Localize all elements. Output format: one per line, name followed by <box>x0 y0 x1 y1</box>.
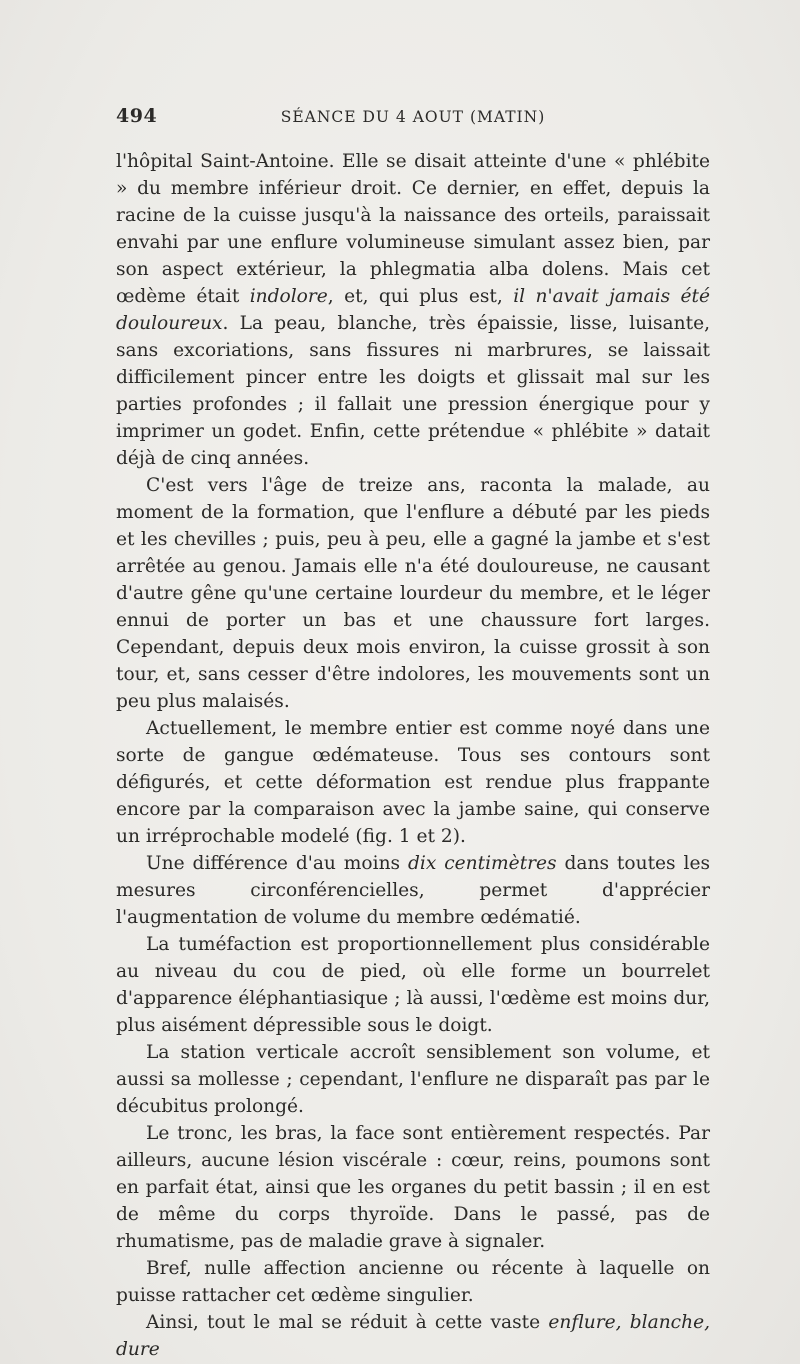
body-text <box>116 148 710 1363</box>
running-head: SÉANCE DU 4 AOUT (MATIN) <box>280 108 546 126</box>
text-run: Une différence d'au moins <box>146 853 408 874</box>
paragraph <box>116 472 710 715</box>
paragraph <box>116 1255 710 1309</box>
italic-text: il n'avait jamais été douloureux <box>116 286 711 334</box>
text-run: Bref, nulle affection ancienne ou récente à laquelle on puisse rattacher cet œdème singulier. <box>116 1258 710 1306</box>
text-run: La tuméfaction est proportionnellement plus considérable au niveau du cou de pied, où elle forme un bourrelet d'apparence éléphantiasique ; là aussi, l'œdème est moins dur, plus aisément dépressible sous le doigt. <box>116 934 710 1036</box>
text-run: La station verticale accroît sensiblement son volume, et aussi sa mollesse ; cependant, l'enflure ne disparaît pas par le décubitus prolongé. <box>116 1042 710 1117</box>
italic-text: dix centimètres <box>408 853 557 874</box>
page-number: 494 <box>116 105 158 127</box>
text-run: . La peau, blanche, très épaissie, lisse, luisante, sans excoriations, sans fissures ni marbrures, se laissait difficilement pincer entre les doigts et glissait mal sur les parties profondes ; il fallait une pression énergique pour y imprimer un godet. Enfin, cette prétendue « phlébite » datait déjà de cinq années. <box>116 313 710 469</box>
italic-text: enflure, blanche, dure <box>116 1312 710 1360</box>
text-run: C'est vers l'âge de treize ans, raconta la malade, au moment de la formation, que l'enflure a débuté par les pieds et les chevilles ; puis, peu à peu, elle a gagné la jambe et s'est arrêtée au genou. Jamais elle n'a été douloureuse, ne causant d'autre gêne qu'une certaine lourdeur du membre, et le léger ennui de porter un bas et une chaussure fort larges. Cependant, depuis deux mois environ, la cuisse grossit à son tour, et, sans cesser d'être indolores, les mouvements sont un peu plus malaisés. <box>116 475 710 712</box>
text-run: Actuellement, le membre entier est comme noyé dans une sorte de gangue œdémateuse. Tous ses contours sont défigurés, et cette déformation est rendue plus frappante encore par la comparaison avec la jambe saine, qui conserve un irréprochable modelé (fig. 1 et 2). <box>116 718 710 847</box>
text-run: dans toutes les mesures circonférencielles, permet d'apprécier l'augmentation de volume du membre œdématié. <box>116 853 710 928</box>
paragraph <box>116 1309 710 1363</box>
text-run: , et, qui plus est, <box>327 286 514 307</box>
paragraph <box>116 1120 710 1255</box>
paragraph <box>116 148 710 472</box>
paragraph <box>116 715 710 850</box>
text-run: l'hôpital Saint-Antoine. Elle se disait atteinte d'une « phlébite » du membre inférieur droit. Ce dernier, en effet, depuis la racine de la cuisse jusqu'à la naissance des orteils, paraissait envahi par une enflure volumineuse simulant assez bien, par son aspect extérieur, la phlegmatia alba dolens. Mais cet œdème était <box>116 151 710 307</box>
page-header <box>116 105 710 135</box>
paragraph <box>116 931 710 1039</box>
paragraph <box>116 850 710 931</box>
text-run: Ainsi, tout le mal se réduit à cette vaste <box>146 1312 549 1333</box>
italic-text: indolore <box>249 286 328 307</box>
text-run: Le tronc, les bras, la face sont entièrement respectés. Par ailleurs, aucune lésion viscérale : cœur, reins, poumons sont en parfait état, ainsi que les organes du petit bassin ; il en est de même du corps thyroïde. Dans le passé, pas de rhumatisme, pas de maladie grave à signaler. <box>116 1123 710 1252</box>
paragraph <box>116 1039 710 1120</box>
